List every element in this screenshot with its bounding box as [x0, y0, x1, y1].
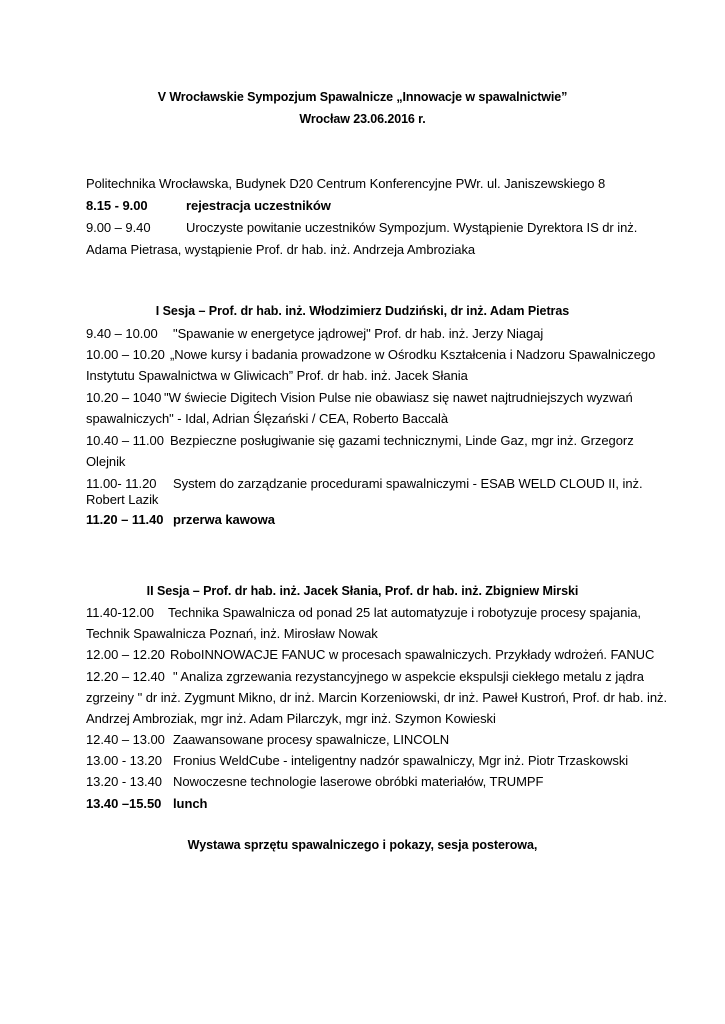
schedule-row-continuation: zgrzeiny " dr inż. Zygmunt Mikno, dr inż. Marcin Korzeniowski, dr inż. Paweł Kustroń, Prof. dr hab. inż. [86, 690, 668, 705]
schedule-text: Nowoczesne technologie laserowe obróbki materiałów, TRUMPF [173, 774, 544, 789]
schedule-row-continuation: Instytutu Spawalnictwa w Gliwicach” Prof. dr hab. inż. Jacek Słania [86, 368, 468, 383]
schedule-row [86, 732, 646, 747]
session1-title: I Sesja – Prof. dr hab. inż. Włodzimierz Dudziński, dr inż. Adam Pietras [155, 304, 570, 318]
schedule-text: przerwa kawowa [173, 512, 275, 527]
schedule-text: Zaawansowane procesy spawalnicze, LINCOLN [173, 732, 450, 747]
schedule-row-lunch [86, 796, 646, 811]
schedule-row-continuation: Andrzej Ambroziak, mgr inż. Adam Pilarczyk, mgr inż. Szymon Kowieski [86, 711, 496, 726]
schedule-time: 13.20 - 13.40 [86, 774, 162, 789]
schedule-time: 12.40 – 13.00 [86, 732, 165, 747]
schedule-text: Uroczyste powitanie uczestników Sympozjum. Wystąpienie Dyrektora IS dr inż. [186, 220, 638, 235]
schedule-time: 13.40 –15.50 [86, 796, 162, 811]
schedule-time: 10.40 – 11.00 [86, 433, 164, 448]
schedule-row-continuation: Olejnik [86, 454, 126, 469]
schedule-row-continuation: Robert Lazik [86, 492, 159, 507]
schedule-time: 8.15 - 9.00 [86, 198, 148, 213]
schedule-time: 12.20 – 12.40 [86, 669, 165, 684]
schedule-row [86, 753, 646, 768]
schedule-row-continuation: Adama Pietrasa, wystąpienie Prof. dr hab. inż. Andrzeja Ambroziaka [86, 242, 476, 257]
schedule-time: 11.40-12.00 [86, 605, 154, 620]
schedule-row-opening [86, 220, 646, 235]
schedule-text: System do zarządzanie procedurami spawalniczymi - ESAB WELD CLOUD II, inż. [173, 476, 643, 491]
schedule-row [86, 669, 646, 684]
schedule-row-continuation: Technik Spawalnicza Poznań, inż. Mirosław Nowak [86, 626, 378, 641]
schedule-text: Bezpieczne posługiwanie się gazami technicznymi, Linde Gaz, mgr inż. Grzegorz [170, 433, 634, 448]
schedule-time: 9.00 – 9.40 [86, 220, 151, 235]
document-subtitle: Wrocław 23.06.2016 r. [299, 112, 426, 126]
schedule-time: 11.00- 11.20 [86, 476, 157, 491]
schedule-text: RoboINNOWACJE FANUC w procesach spawalniczych. Przykłady wdrożeń. FANUC [170, 647, 655, 662]
schedule-time: 9.40 – 10.00 [86, 326, 158, 341]
schedule-text: Technika Spawalnicza od ponad 25 lat automatyzuje i robotyzuje procesy spajania, [168, 605, 641, 620]
schedule-row [86, 326, 646, 341]
schedule-row-registration [86, 198, 646, 213]
schedule-row [86, 647, 655, 662]
schedule-row [86, 476, 646, 491]
schedule-text: rejestracja uczestników [186, 198, 331, 213]
schedule-text: „Nowe kursy i badania prowadzone w Ośrodku Kształcenia i Nadzoru Spawalniczego [170, 347, 656, 362]
schedule-time: 12.00 – 12.20 [86, 647, 165, 662]
schedule-time: 13.00 - 13.20 [86, 753, 162, 768]
schedule-time: 10.20 – 1040 [86, 390, 162, 405]
schedule-time: 10.00 – 10.20 [86, 347, 165, 362]
exhibition-line: Wystawa sprzętu spawalniczego i pokazy, sesja posterowa, [187, 838, 538, 852]
venue-line: Politechnika Wrocławska, Budynek D20 Centrum Konferencyjne PWr. ul. Janiszewskiego 8 [86, 176, 606, 191]
schedule-text: Fronius WeldCube - inteligentny nadzór spawalniczy, Mgr inż. Piotr Trzaskowski [173, 753, 629, 768]
schedule-row [86, 774, 646, 789]
schedule-text: lunch [173, 796, 208, 811]
session2-title: II Sesja – Prof. dr hab. inż. Jacek Słania, Prof. dr hab. inż. Zbigniew Mirski [146, 584, 579, 598]
schedule-row-coffee-break [86, 512, 646, 527]
document-title: V Wrocławskie Sympozjum Spawalnicze „Innowacje w spawalnictwie” [157, 90, 568, 104]
schedule-time: 11.20 – 11.40 [86, 512, 164, 527]
schedule-text: " Analiza zgrzewania rezystancyjnego w aspekcie ekspulsji ciekłego metalu z jądra [173, 669, 644, 684]
schedule-row [86, 390, 646, 405]
schedule-row [86, 433, 646, 448]
schedule-row [86, 347, 656, 362]
schedule-text: "W świecie Digitech Vision Pulse nie obawiasz się nawet najtrudniejszych wyzwań [164, 390, 633, 405]
schedule-text: "Spawanie w energetyce jądrowej" Prof. dr hab. inż. Jerzy Niagaj [173, 326, 544, 341]
schedule-row-continuation: spawalniczych" - Idal, Adrian Ślęzański / CEA, Roberto Baccalà [86, 411, 449, 426]
schedule-row [86, 605, 646, 620]
